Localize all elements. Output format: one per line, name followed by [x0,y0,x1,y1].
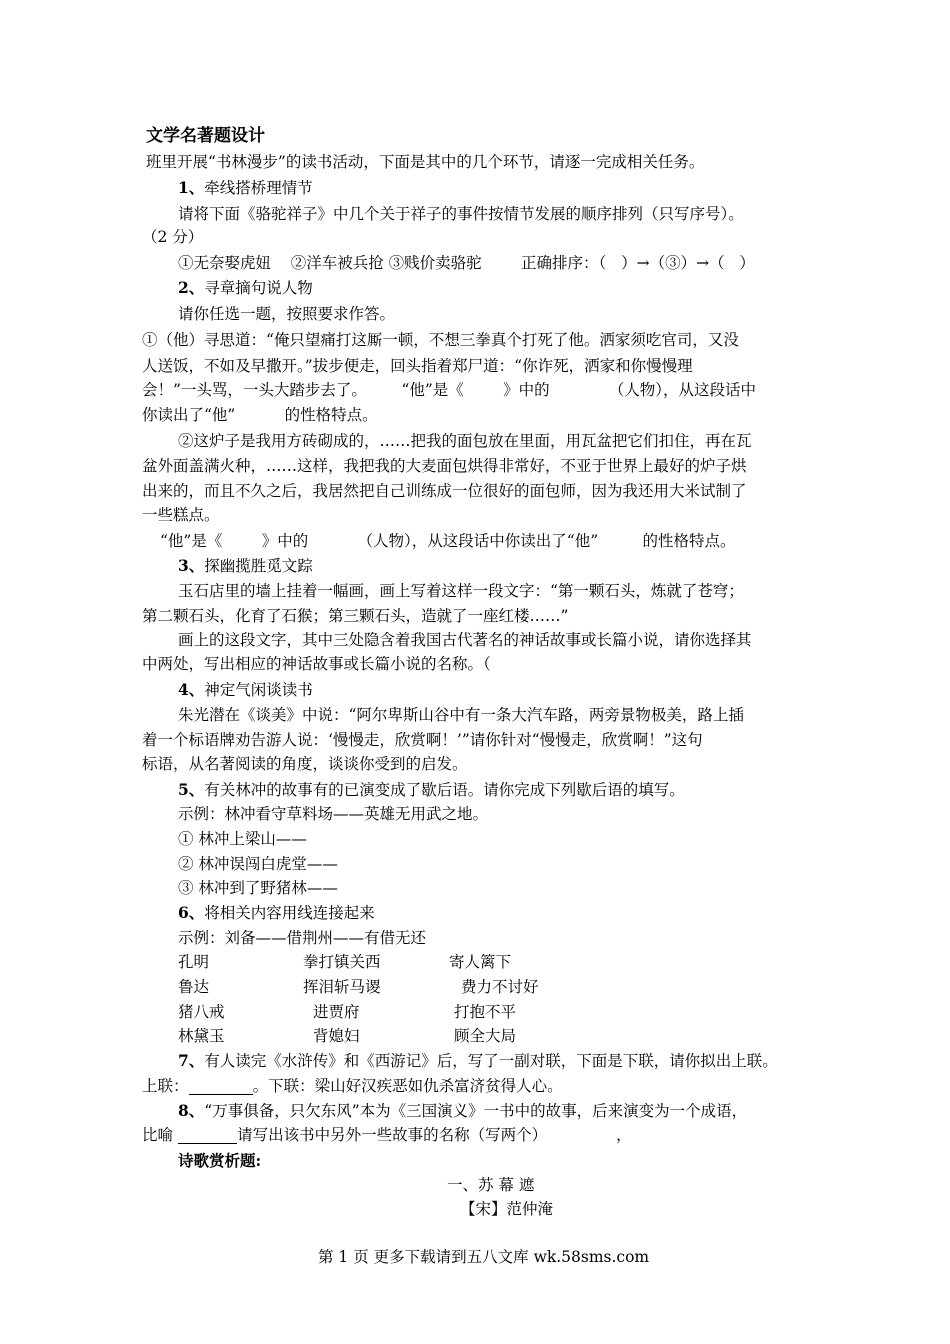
section-3-line-1: 玉石店里的墙上挂着一幅画，画上写着这样一段文字：“第一颗石头，炼就了苍穹； [178,582,744,600]
section-title: 寻章摘句说人物 [204,279,313,297]
section-number: 2、 [178,278,205,297]
section-7-heading [178,1050,778,1072]
match-col1-item: 猪八戒 [178,1003,225,1021]
section-title: “万事俱备，只欠东风”本为《三国演义》一书中的故事，后来演变为一个成语， [204,1102,748,1120]
section-8-heading [178,1100,747,1122]
section-title: 探幽揽胜觅文踪 [204,557,313,575]
section-2-passage-2-line-3: 出来的，而且不久之后，我居然把自己训练成一位很好的面包师，因为我还用大米试制了 [142,482,747,500]
section-5-item: ③ 林冲到了野猪林—— [178,879,338,897]
section-2-passage-2-line-4: 一些糕点。 [142,506,220,524]
section-3-line-3: 画上的这段文字，其中三处隐含着我国古代著名的神话故事或长篇小说，请你选择其 [178,631,752,649]
poem-title: 一、苏 幕 遮 [447,1176,535,1194]
section-3-heading [178,555,313,577]
match-col1-item: 林黛玉 [178,1027,225,1045]
section-title: 有关林冲的故事有的已演变成了歇后语。请你完成下列歇后语的填写。 [204,781,685,799]
section-number: 8、 [178,1101,205,1120]
match-col3-item: 顾全大局 [454,1027,517,1045]
section-1-question-line-2: （2 分） [142,228,204,246]
page-footer: 第 1 页 更多下载请到五八文库 wk.58sms.com [318,1248,650,1266]
section-2-passage-1-line-2: 人送饭，不如及早撒开。”拔步便走，回头指着郑尸道：“你诈死，洒家和你慢慢理 [142,357,693,375]
answer-blank[interactable] [189,1078,253,1095]
answer-blank[interactable] [178,1127,237,1144]
poem-section-heading: 诗歌赏析题: [178,1151,262,1170]
answer-label: 比喻 [142,1126,178,1144]
section-4-line-1: 朱光潜在《谈美》中说：“阿尔卑斯山谷中有一条大汽车路，两旁景物极美，路上插 [178,706,744,724]
section-6-example: 示例：刘备——借荆州——有借无还 [178,929,427,947]
section-1-heading [178,177,313,199]
match-col2-item: 进贾府 [313,1003,360,1021]
section-2-passage-2-line-2: 盆外面盖满火种，……这样，我把我的大麦面包烘得非常好，不亚于世界上最好的炉子烘 [142,457,747,475]
section-6-heading [178,902,375,924]
section-5-item: ① 林冲上梁山—— [178,830,307,848]
section-number: 5、 [178,780,205,799]
section-1-question-line-1: 请将下面《骆驼祥子》中几个关于祥子的事件按情节发展的顺序排列（只写序号）。 [178,205,744,223]
match-col3-item: 费力不讨好 [461,978,539,996]
section-7-answer-line [142,1075,563,1097]
match-col1-item: 孔明 [178,953,210,971]
match-col1-item: 鲁达 [178,978,210,996]
section-number: 3、 [178,556,205,575]
answer-text: 请写出该书中另外一些故事的名称（写两个） ， [237,1126,632,1144]
section-number: 4、 [178,680,205,699]
section-2-passage-2-line-1: ②这炉子是我用方砖砌成的，……把我的面包放在里面，用瓦盆把它们扣住，再在瓦 [178,432,752,450]
section-4-heading [178,679,313,701]
section-3-line-4: 中两处，写出相应的神话故事或长篇小说的名称。（ [142,655,491,673]
section-4-line-3: 标语，从名著阅读的角度，谈谈你受到的启发。 [142,755,468,773]
section-8-answer-line [142,1124,632,1146]
match-col2-item: 背媳妇 [313,1027,360,1045]
section-2-passage-1-line-3: 会！”一头骂，一头大踏步去了。 “他”是《 》中的 （人物），从这段话中 [142,381,757,399]
section-2-passage-1-line-1: ①（他）寻思道：“俺只望痛打这厮一顿，不想三拳真个打死了他。洒家须吃官司，又没 [142,331,739,349]
answer-text: 。下联：梁山好汉疾恶如仇杀富济贫得人心。 [252,1077,563,1095]
section-2-passage-2-question: “他”是《 》中的 （人物），从这段话中你读出了“他” 的性格特点。 [160,532,736,550]
section-5-item: ② 林冲误闯白虎堂—— [178,855,338,873]
section-4-line-2: 着一个标语牌劝告游人说：‘慢慢走，欣赏啊！’”请你针对“慢慢走，欣赏啊！”这句 [142,731,703,749]
section-title: 将相关内容用线连接起来 [204,904,375,922]
match-col2-item: 挥泪斩马谡 [303,978,381,996]
section-2-intro: 请你任选一题，按照要求作答。 [178,305,396,323]
answer-label: 上联： [142,1077,189,1095]
section-number: 6、 [178,903,205,922]
section-2-heading [178,277,313,299]
section-number: 1、 [178,178,205,197]
match-col3-item: 寄人篱下 [449,953,512,971]
document-title: 文学名著题设计 [146,126,265,146]
match-col3-item: 打抱不平 [454,1003,517,1021]
intro-paragraph: 班里开展“书林漫步”的读书活动，下面是其中的几个环节，请逐一完成相关任务。 [146,153,705,171]
section-3-line-2: 第二颗石头，化育了石猴；第三颗石头，造就了一座红楼……” [142,607,569,625]
match-col2-item: 拳打镇关西 [303,953,381,971]
section-number: 7、 [178,1051,205,1070]
section-title: 有人读完《水浒传》和《西游记》后，写了一副对联，下面是下联，请你拟出上联。 [204,1052,778,1070]
section-1-items: ①无奈娶虎妞 ②洋车被兵抢 ③贱价卖骆驼 正确排序：（ ）→（③）→（ ） [178,254,755,272]
section-2-passage-1-line-4: 你读出了“他” 的性格特点。 [142,406,378,424]
section-5-heading [178,779,685,801]
poem-author: 【宋】范仲淹 [460,1200,554,1218]
section-title: 牵线搭桥理情节 [204,179,313,197]
section-title: 神定气闲谈读书 [204,681,313,699]
section-5-example: 示例：林冲看守草料场——英雄无用武之地。 [178,805,489,823]
